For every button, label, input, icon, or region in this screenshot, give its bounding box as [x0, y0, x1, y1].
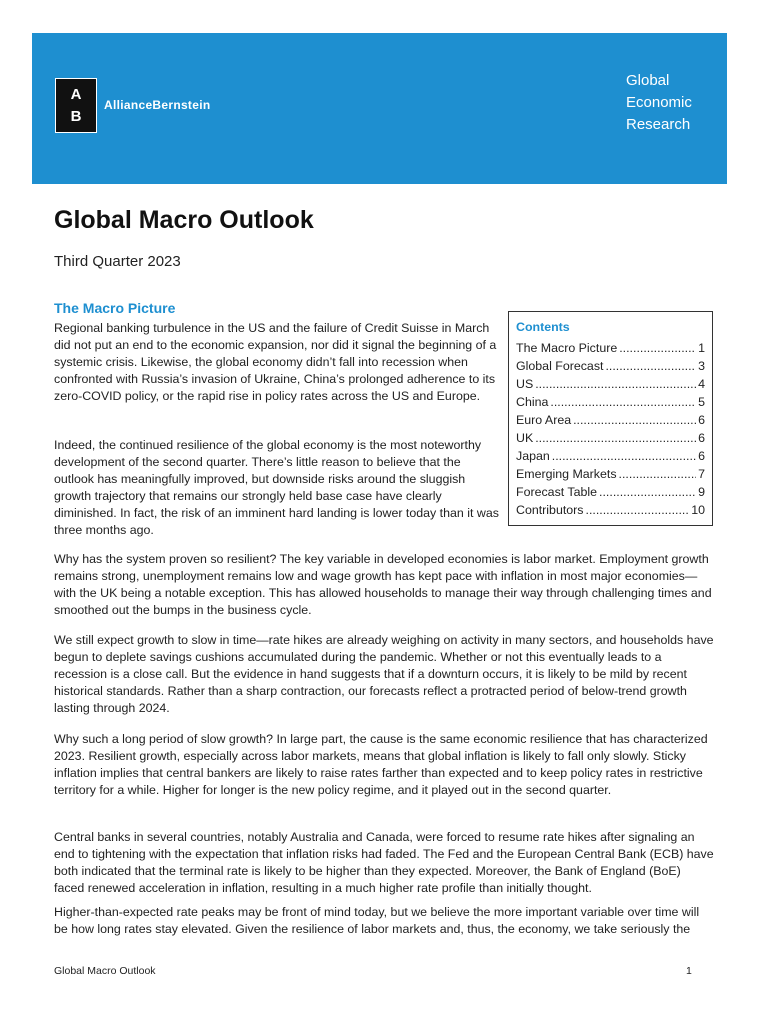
- paragraph-3: Why has the system proven so resilient? The key variable in developed economies is labor market. Employment growth remains strong, unemployment remains low and wage growth has kept pace with inflation in most major economies—with the UK being a notable exception. This has allowed households to manage their way through challenging times and smoothed out the bumps in the business cycle.: [54, 552, 712, 617]
- toc-item-page: 6: [698, 413, 705, 427]
- toc-item-us[interactable]: [516, 375, 705, 393]
- toc-leader: [552, 447, 696, 465]
- page-title: Global Macro Outlook: [54, 206, 314, 234]
- toc-item-label: Global Forecast: [516, 359, 604, 373]
- paragraph-4: We still expect growth to slow in time—rate hikes are already weighing on activity in many sectors, and households have begun to deplete savings cushions accumulated during the pandemic. Whether or not this eventually leads to a recession is a close call. But the evidence in hand suggests that if a downturn occurs, it is likely to be mild by recent historical standards. Rather than a sharp contraction, our forecasts reflect a protracted period of below-trend growth lasting through 2024.: [54, 633, 714, 715]
- footer-page-number: 1: [686, 965, 692, 977]
- toc-item-page: 1: [698, 341, 705, 355]
- toc-item-forecast-table[interactable]: [516, 483, 705, 501]
- toc-leader: [535, 375, 696, 393]
- paragraph-7: Higher-than-expected rate peaks may be front of mind today, but we believe the more important variable over time will be how long rates stay elevated. Given the resilience of labor markets and, thus, the economy, we take seriously the: [54, 905, 700, 936]
- paragraph-1: Regional banking turbulence in the US and the failure of Credit Suisse in March did not put an end to the economic expansion, nor did it signal the beginning of a systemic crisis. Likewise, the global economy didn’t fall into recession when confronted with Russia’s invasion of Ukraine, China’s prolonged adherence to its zero-COVID policy, or the rapid rise in policy rates across the US and Europe.: [54, 321, 497, 403]
- paragraph-6: Central banks in several countries, notably Australia and Canada, were forced to resume rate hikes after signaling an end to tightening with the expectation that inflation risks had faded. The Fed and the European Central Bank (ECB) have both indicated that the terminal rate is likely to be higher than they expected. Moreover, the Bank of England (BoE) faced renewed acceleration in inflation, resulting in a much higher rate profile than initially thought.: [54, 830, 714, 895]
- research-line-2: Economic: [626, 94, 692, 111]
- research-line-1: Global: [626, 72, 670, 89]
- toc-item-contributors[interactable]: [516, 501, 705, 519]
- research-line-3: Research: [626, 116, 691, 133]
- toc-item-page: 6: [698, 449, 705, 463]
- toc-title: Contents: [516, 320, 570, 334]
- toc-item-page: 6: [698, 431, 705, 445]
- toc-item-label: US: [516, 377, 534, 391]
- paragraph-5: Why such a long period of slow growth? In large part, the cause is the same economic resilience that has characterized 2023. Resilient growth, especially across labor markets, means that global inflation is likely to fall only slowly. Sticky inflation implies that central bankers are likely to raise rates farther than expected and to keep policy rates in restrictive territory for a while. Higher for longer is the new policy regime, and it played out in the second quarter.: [54, 732, 708, 797]
- toc-item-uk[interactable]: [516, 429, 705, 447]
- section-heading: The Macro Picture: [54, 300, 176, 316]
- toc-leader: [573, 411, 696, 429]
- toc-item-emerging-markets[interactable]: [516, 465, 705, 483]
- logo-letter-a: A: [70, 85, 82, 103]
- toc-item-label: Emerging Markets: [516, 467, 617, 481]
- toc-item-page: 10: [691, 503, 705, 517]
- toc-item-label: Contributors: [516, 503, 584, 517]
- toc-leader: [599, 483, 696, 501]
- research-label: [626, 70, 692, 136]
- toc-item-china[interactable]: [516, 393, 705, 411]
- toc-item-global-forecast[interactable]: [516, 357, 705, 375]
- logo-wordmark: AllianceBernstein: [104, 98, 211, 112]
- toc-item-page: 3: [698, 359, 705, 373]
- paragraph-2: Indeed, the continued resilience of the global economy is the most noteworthy development of the second quarter. There’s little reason to believe that the outlook has meaningfully improved, but downside risks around the sluggish growth trajectory that remains our strongly held base case have clearly diminished. In fact, the risk of an imminent hard landing is lower today than it was three months ago.: [54, 438, 499, 537]
- toc-item-label: China: [516, 395, 549, 409]
- toc-item-label: The Macro Picture: [516, 341, 618, 355]
- toc-leader: [535, 429, 696, 447]
- toc-item-label: UK: [516, 431, 534, 445]
- toc-item-label: Japan: [516, 449, 550, 463]
- toc-leader: [619, 339, 696, 357]
- footer-title: Global Macro Outlook: [54, 965, 156, 977]
- toc-leader: [586, 501, 690, 519]
- toc-item-label: Euro Area: [516, 413, 572, 427]
- toc-leader: [550, 393, 696, 411]
- page-subtitle: Third Quarter 2023: [54, 253, 181, 270]
- toc-leader: [619, 465, 697, 483]
- toc-item-macro-picture[interactable]: [516, 339, 705, 357]
- toc-item-page: 5: [698, 395, 705, 409]
- toc-item-euro-area[interactable]: [516, 411, 705, 429]
- alliancebernstein-logo-icon: [56, 79, 96, 132]
- toc-item-japan[interactable]: [516, 447, 705, 465]
- toc-item-label: Forecast Table: [516, 485, 598, 499]
- table-of-contents: [508, 311, 713, 526]
- toc-item-page: 9: [698, 485, 705, 499]
- toc-leader: [605, 357, 696, 375]
- toc-item-page: 7: [698, 467, 705, 481]
- toc-item-page: 4: [698, 377, 705, 391]
- logo-letter-b: B: [70, 107, 82, 125]
